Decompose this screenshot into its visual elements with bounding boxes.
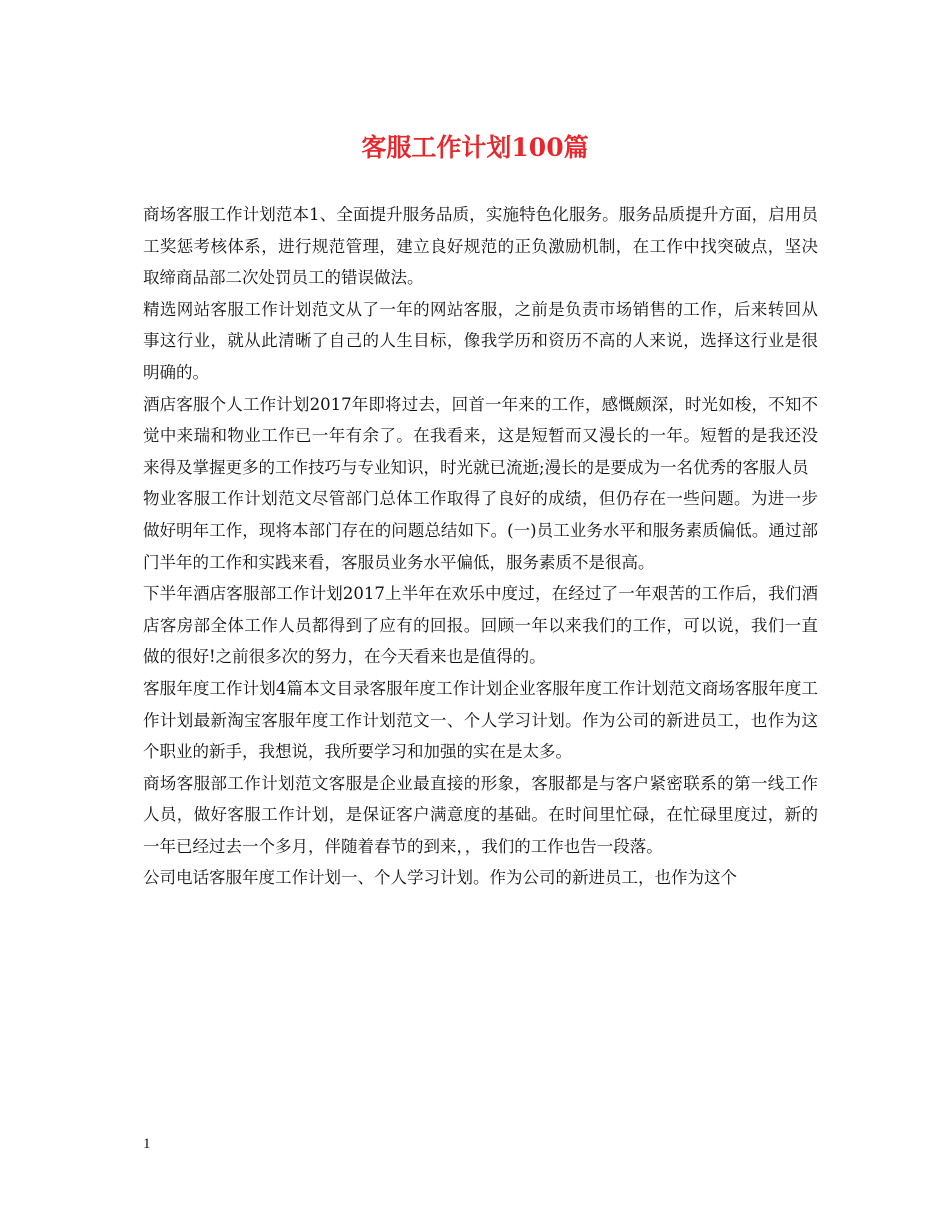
document-body [143,199,818,894]
paragraph: 物业客服工作计划范文尽管部门总体工作取得了良好的成绩，但仍存在一些问题。为进一步做好明年工作，现将本部门存在的问题总结如下。(一)员工业务水平和服务素质偏低。通过部门半年的工作和实践来看，客服员业务水平偏低，服务素质不是很高。 [143,489,818,572]
paragraph: 商场客服工作计划范本1、全面提升服务品质，实施特色化服务。服务品质提升方面，启用员工奖惩考核体系，进行规范管理，建立良好规范的正负激励机制，在工作中找突破点，坚决取缔商品部二次处罚员工的错误做法。 [143,205,818,288]
paragraph: 商场客服部工作计划范文客服是企业最直接的形象，客服都是与客户紧密联系的第一线工作人员，做好客服工作计划，是保证客户满意度的基础。在时间里忙碌，在忙碌里度过，新的一年已经过去一个多月，伴随着春节的到来，，我们的工作也告一段落。 [143,773,818,856]
paragraph: 精选网站客服工作计划范文从了一年的网站客服，之前是负责市场销售的工作，后来转回从事这行业，就从此清晰了自己的人生目标，像我学历和资历不高的人来说，选择这行业是很明确的。 [143,299,818,382]
paragraph: 公司电话客服年度工作计划一、个人学习计划。作为公司的新进员工，也作为这个 [143,868,737,888]
document-title: 客服工作计划100篇 [361,133,589,162]
paragraph: 客服年度工作计划4篇本文目录客服年度工作计划企业客服年度工作计划范文商场客服年度工作计划最新淘宝客服年度工作计划范文一、个人学习计划。作为公司的新进员工，也作为这个职业的新手，我想说，我所要学习和加强的实在是太多。 [143,678,818,762]
paragraph: 下半年酒店客服部工作计划2017上半年在欢乐中度过，在经过了一年艰苦的工作后，我们酒店客房部全体工作人员都得到了应有的回报。回顾一年以来我们的工作，可以说，我们一直做的很好!之前很多次的努力，在今天看来也是值得的。 [143,584,818,667]
paragraph: 酒店客服个人工作计划2017年即将过去，回首一年来的工作，感慨颇深，时光如梭，不知不觉中来瑞和物业工作已一年有余了。在我看来，这是短暂而又漫长的一年。短暂的是我还没来得及掌握更多的工作技巧与专业知识，时光就已流逝;漫长的是要成为一名优秀的客服人员 [143,394,818,477]
page-number: 1 [143,1136,151,1152]
